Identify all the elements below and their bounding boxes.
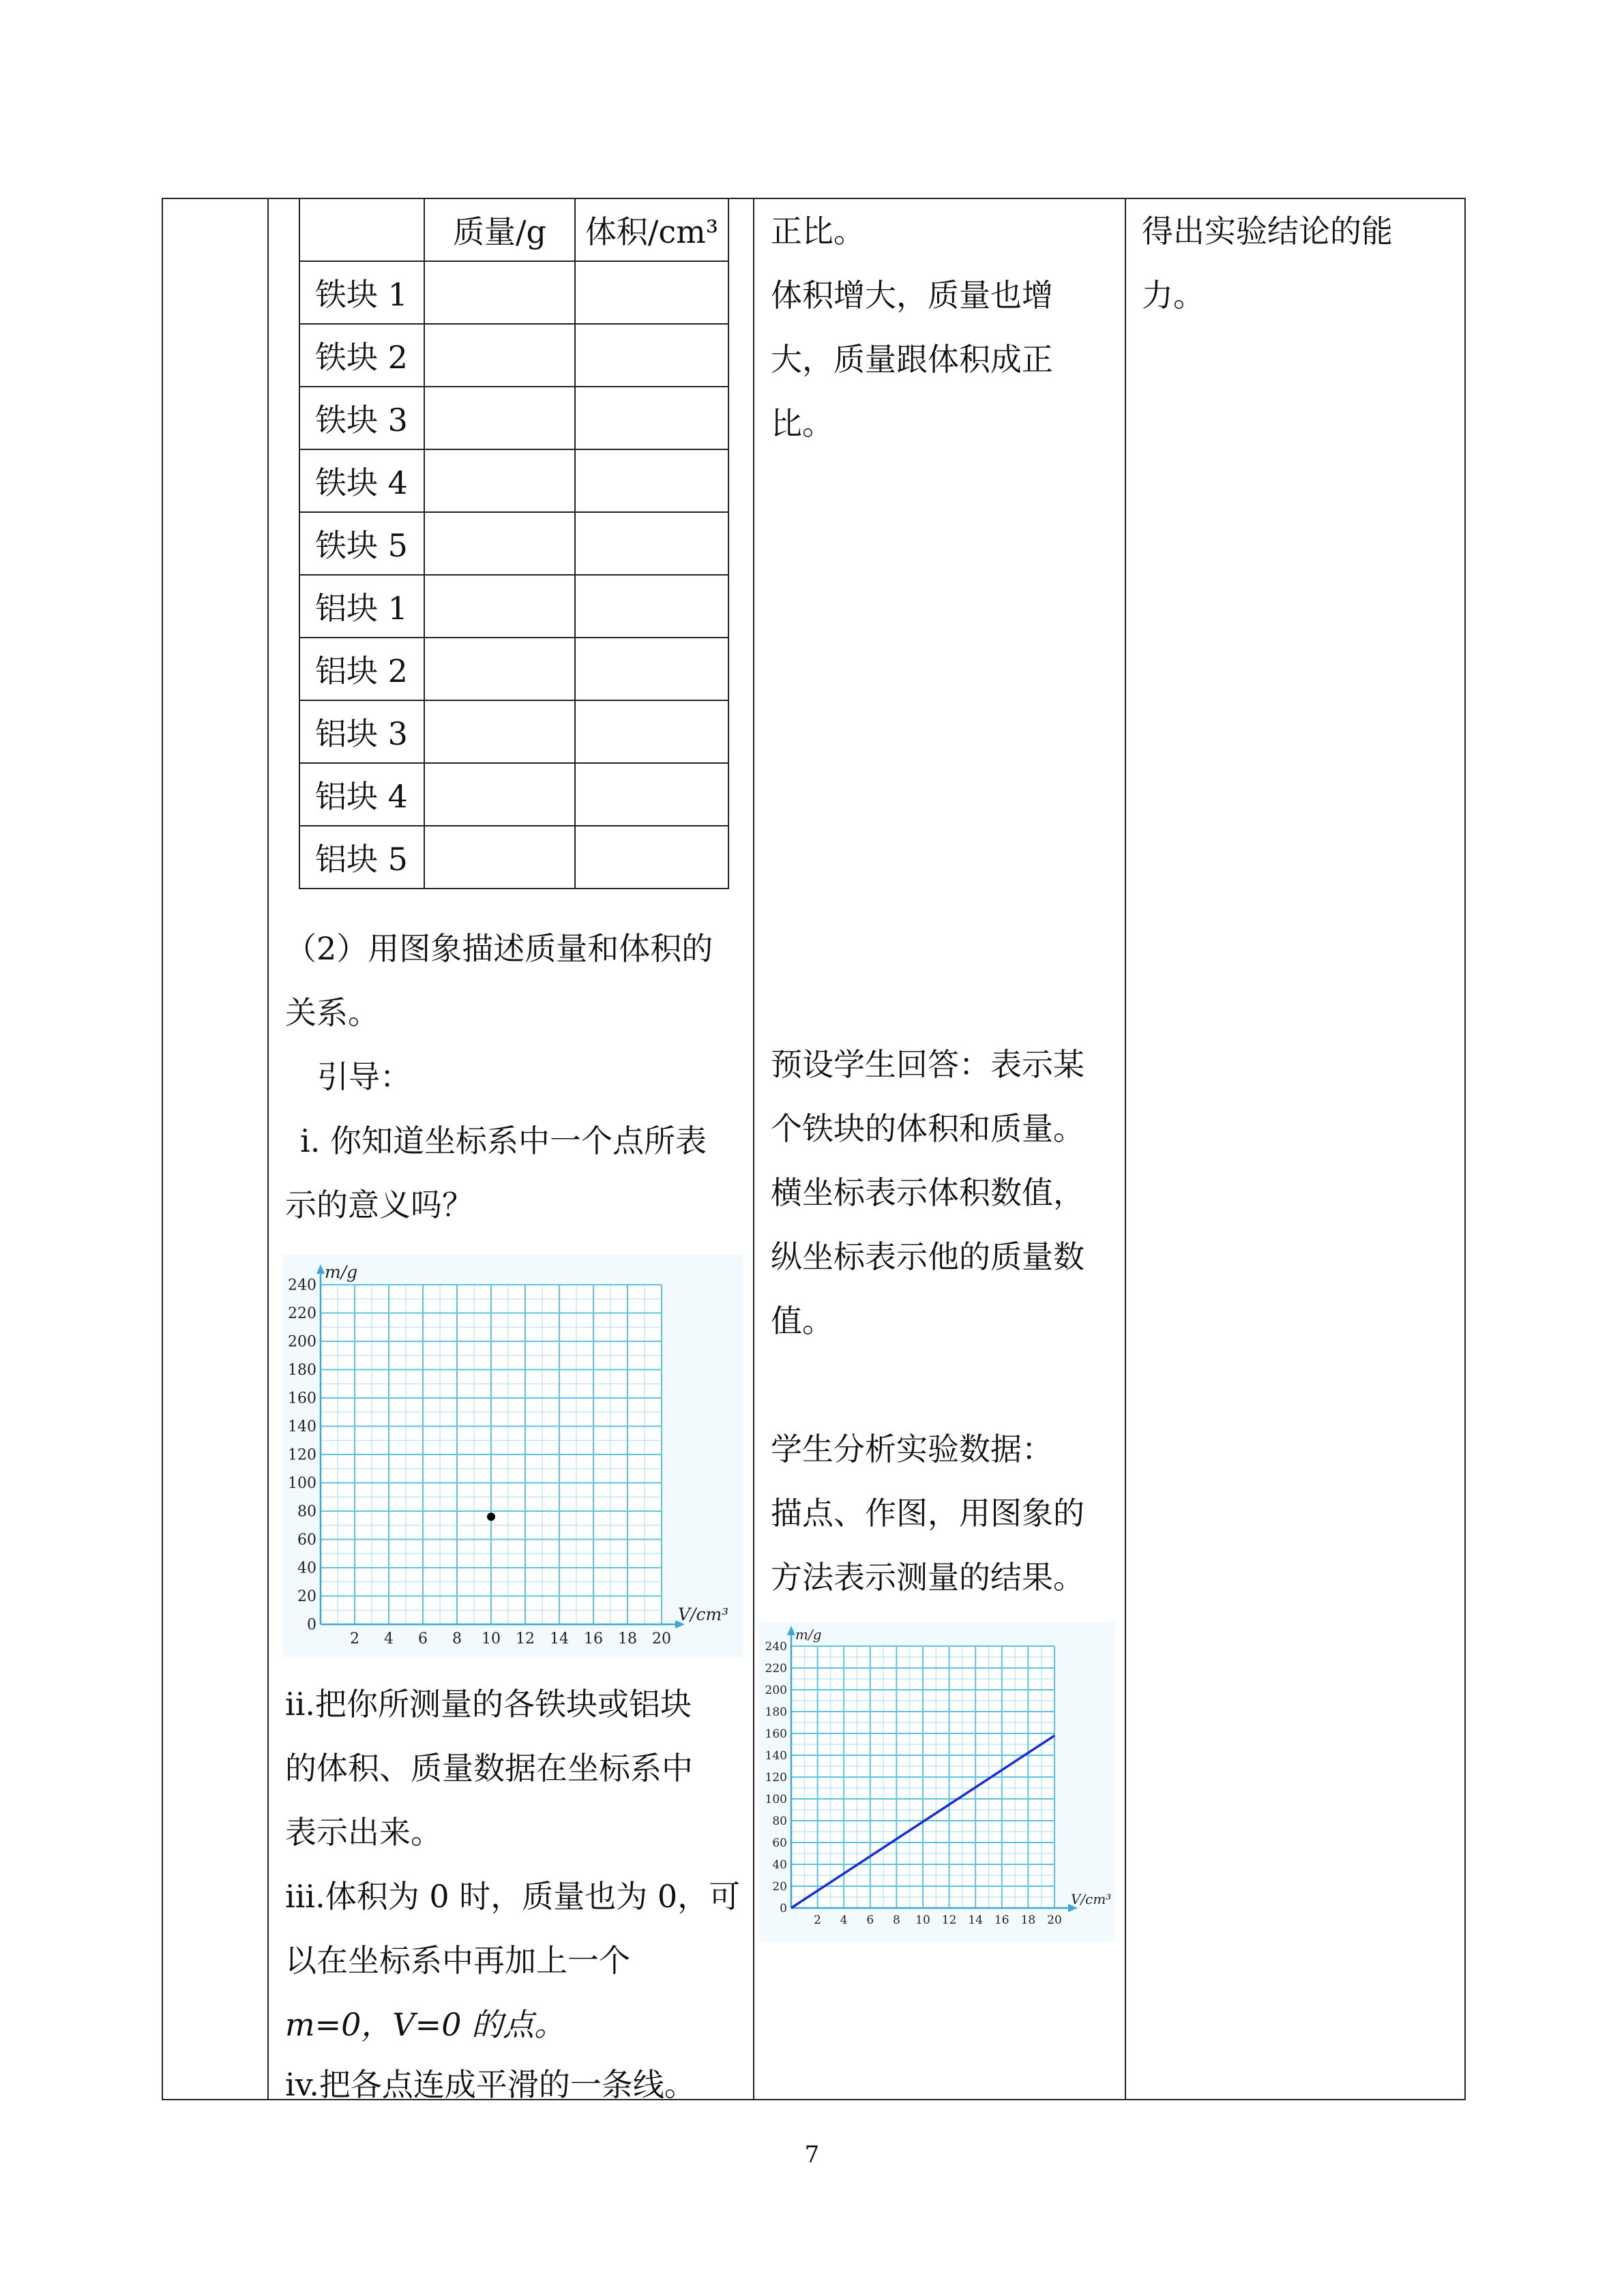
table-row [299, 826, 728, 889]
header-cell-empty [299, 198, 424, 261]
x-tick-label: 6 [866, 1913, 874, 1927]
y-tick-label: 20 [772, 1879, 787, 1894]
mass-cell [424, 512, 575, 575]
row-label: 铝块 1 [299, 575, 424, 638]
data-point [487, 1512, 495, 1521]
volume-cell [575, 638, 728, 700]
mass-cell [424, 261, 575, 324]
x-axis-label: V/cm³ [1071, 1891, 1112, 1907]
question-1-line-2: 示的意义吗？ [285, 1187, 473, 1223]
y-tick-label: 0 [780, 1901, 787, 1915]
x-tick-label: 8 [892, 1913, 900, 1927]
y-tick-label: 80 [772, 1814, 787, 1828]
column-divider-1 [267, 198, 269, 2100]
table-row [299, 575, 728, 638]
column-divider-3 [1125, 198, 1126, 2100]
x-tick-label: 10 [915, 1913, 930, 1927]
y-tick-label: 220 [765, 1661, 787, 1675]
question-3-line-3: m=0，V=0 的点。 [285, 2006, 566, 2043]
step-2-line-2: 关系。 [285, 994, 379, 1031]
mass-cell [424, 763, 575, 826]
y-tick-label: 220 [288, 1305, 316, 1323]
answer-c-line-1: 学生分析实验数据： [771, 1431, 1053, 1467]
volume-cell [575, 324, 728, 387]
volume-cell [575, 512, 728, 575]
row-label: 铁块 2 [299, 324, 424, 387]
x-tick-label: 4 [384, 1630, 394, 1648]
x-tick-label: 20 [652, 1630, 671, 1648]
volume-cell [575, 449, 728, 512]
y-tick-label: 140 [765, 1748, 787, 1763]
mass-volume-line-chart [758, 1622, 1114, 1942]
answer-a-line-2: 体积增大，质量也增 [771, 277, 1053, 314]
answer-c-line-3: 方法表示测量的结果。 [771, 1559, 1084, 1596]
x-tick-label: 20 [1047, 1913, 1062, 1927]
x-tick-label: 18 [618, 1630, 637, 1648]
answer-b-line-5: 值。 [771, 1302, 833, 1339]
table-row [299, 387, 728, 449]
question-3-line-2: 以在坐标系中再加上一个 [285, 1942, 630, 1979]
y-tick-label: 100 [765, 1792, 787, 1806]
x-tick-label: 14 [550, 1630, 569, 1648]
table-row [299, 261, 728, 324]
answer-b-line-2: 个铁块的体积和质量。 [771, 1110, 1084, 1147]
y-tick-label: 40 [772, 1858, 787, 1872]
y-tick-label: 0 [307, 1616, 316, 1634]
page-number: 7 [804, 2141, 820, 2168]
x-tick-label: 16 [584, 1630, 603, 1648]
answer-a-line-4: 比。 [771, 405, 833, 442]
x-tick-label: 18 [1020, 1913, 1036, 1927]
header-cell-mass: 质量/g [424, 198, 575, 261]
row-label: 铁块 4 [299, 449, 424, 512]
y-tick-label: 20 [297, 1588, 316, 1606]
y-tick-label: 60 [297, 1532, 316, 1549]
mass-cell [424, 826, 575, 889]
y-tick-label: 200 [288, 1333, 316, 1351]
measurement-table [299, 198, 729, 889]
answer-b-line-4: 纵坐标表示他的质量数 [771, 1238, 1084, 1275]
y-tick-label: 200 [765, 1683, 787, 1697]
y-tick-label: 60 [772, 1836, 787, 1850]
mass-cell [424, 449, 575, 512]
row-label: 铁块 5 [299, 512, 424, 575]
y-tick-label: 120 [288, 1446, 316, 1464]
volume-cell [575, 826, 728, 889]
answer-b-line-1: 预设学生回答：表示某 [771, 1046, 1084, 1083]
volume-cell [575, 261, 728, 324]
mass-cell [424, 324, 575, 387]
answer-b-line-3: 横坐标表示体积数值， [771, 1174, 1084, 1211]
x-tick-label: 16 [994, 1913, 1009, 1927]
y-tick-label: 80 [297, 1503, 316, 1521]
x-axis-label: V/cm³ [678, 1605, 729, 1624]
column-divider-2 [753, 198, 754, 2100]
question-2-line-1: ii.把你所测量的各铁块或铝块 [285, 1686, 692, 1723]
x-tick-label: 8 [452, 1630, 462, 1648]
answer-c-line-2: 描点、作图，用图象的 [771, 1495, 1084, 1532]
mass-cell [424, 700, 575, 763]
y-tick-label: 40 [297, 1560, 316, 1577]
volume-cell [575, 700, 728, 763]
row-label: 铝块 3 [299, 700, 424, 763]
y-tick-label: 180 [288, 1362, 316, 1380]
table-row [299, 449, 728, 512]
x-tick-label: 12 [941, 1913, 957, 1927]
table-header-row [299, 198, 728, 261]
row-label: 铝块 4 [299, 763, 424, 826]
y-axis-label: m/g [795, 1626, 822, 1643]
goal-line-2: 力。 [1142, 277, 1205, 314]
y-tick-label: 160 [288, 1390, 316, 1407]
row-label: 铁块 3 [299, 387, 424, 449]
mass-volume-point-chart [282, 1255, 743, 1657]
x-tick-label: 12 [516, 1630, 535, 1648]
question-2-line-3: 表示出来。 [285, 1814, 442, 1851]
table-row [299, 638, 728, 700]
goal-line-1: 得出实验结论的能 [1142, 213, 1393, 250]
y-tick-label: 240 [288, 1277, 316, 1294]
volume-cell [575, 387, 728, 449]
x-tick-label: 2 [814, 1913, 822, 1927]
mass-cell [424, 638, 575, 700]
header-cell-volume: 体积/cm³ [575, 198, 728, 261]
row-label: 铁块 1 [299, 261, 424, 324]
table-row [299, 700, 728, 763]
x-tick-label: 4 [840, 1913, 848, 1927]
table-row [299, 763, 728, 826]
y-axis-label: m/g [325, 1262, 358, 1282]
volume-cell [575, 575, 728, 638]
x-tick-label: 10 [482, 1630, 501, 1648]
step-2-line-1: （2）用图象描述质量和体积的 [285, 930, 713, 967]
table-row [299, 324, 728, 387]
answer-a-line-3: 大，质量跟体积成正 [771, 341, 1053, 378]
y-tick-label: 100 [288, 1475, 316, 1493]
row-label: 铝块 2 [299, 638, 424, 700]
mass-cell [424, 575, 575, 638]
answer-a-line-1: 正比。 [771, 213, 865, 250]
mass-cell [424, 387, 575, 449]
y-tick-label: 240 [765, 1639, 787, 1654]
volume-cell [575, 763, 728, 826]
x-tick-label: 2 [350, 1630, 359, 1648]
x-tick-label: 14 [968, 1913, 984, 1927]
y-tick-label: 140 [288, 1418, 316, 1436]
question-3-line-1: iii.体积为 0 时，质量也为 0，可 [285, 1878, 741, 1915]
question-1-line-1: i. 你知道坐标系中一个点所表 [300, 1122, 707, 1159]
table-row [299, 512, 728, 575]
question-2-line-2: 的体积、质量数据在坐标系中 [285, 1750, 693, 1787]
guide-label: 引导： [317, 1058, 411, 1095]
y-tick-label: 120 [765, 1770, 787, 1785]
x-tick-label: 6 [418, 1630, 428, 1648]
row-label: 铝块 5 [299, 826, 424, 889]
y-tick-label: 160 [765, 1727, 787, 1741]
y-tick-label: 180 [765, 1705, 787, 1719]
question-4: iv.把各点连成平滑的一条线。 [285, 2066, 696, 2103]
